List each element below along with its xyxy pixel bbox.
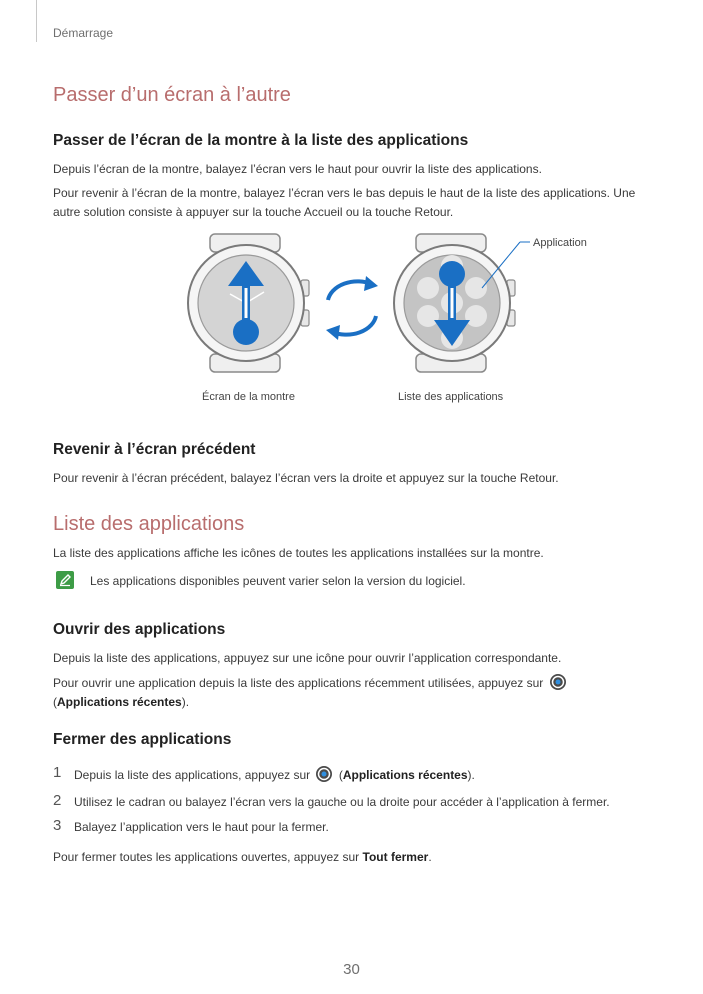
recent-apps-icon — [549, 673, 567, 691]
step-1-paren-open: ( — [335, 768, 343, 782]
apps-list-illustration — [394, 234, 515, 372]
paragraph-close-all — [53, 848, 653, 867]
watch-face-illustration — [188, 234, 309, 372]
subsection-title-watch-to-apps: Passer de l’écran de la montre à la liste des applications — [53, 132, 469, 149]
watch-illustration — [180, 228, 600, 403]
step-2: Utilisez le cadran ou balayez l’écran vers la gauche ou la droite pour accéder à l’application à fermer. — [74, 795, 610, 809]
page-edge-line — [36, 0, 37, 42]
paragraph-apps-list: La liste des applications affiche les icônes de toutes les applications installées sur la montre. — [53, 546, 544, 560]
subsection-title-previous-screen: Revenir à l’écran précédent — [53, 441, 256, 458]
step-3: Balayez l’application vers le haut pour la fermer. — [74, 820, 329, 834]
note-text: Les applications disponibles peuvent varier selon la version du logiciel. — [90, 574, 466, 588]
close-all-label: Tout fermer — [362, 850, 429, 864]
note-icon — [55, 570, 75, 590]
caption-apps-list: Liste des applications — [398, 391, 504, 403]
recent-apps-text-before: Pour ouvrir une application depuis la liste des applications récemment utilisées, appuyez sur — [53, 676, 544, 690]
section-title-switching-screens: Passer d’un écran à l’autre — [53, 84, 291, 106]
caption-watch-screen: Écran de la montre — [202, 391, 295, 403]
subsection-title-open-apps: Ouvrir des applications — [53, 621, 226, 638]
section-title-apps-list: Liste des applications — [53, 513, 245, 535]
recent-apps-icon — [315, 765, 333, 783]
subsection-title-close-apps: Fermer des applications — [53, 731, 232, 748]
step-number-1: 1 — [53, 764, 62, 781]
step-1-recent-apps-label: Applications récentes — [342, 768, 468, 782]
recent-apps-text-after: ). — [181, 695, 190, 709]
paragraph-swipe-up: Depuis l’écran de la montre, balayez l’écran vers le haut pour ouvrir la liste des applications. — [53, 162, 542, 176]
recent-apps-label: Applications récentes — [57, 695, 182, 709]
step-1-text-after: ). — [467, 768, 475, 782]
step-1-text-before: Depuis la liste des applications, appuyez sur — [74, 768, 311, 782]
step-1 — [74, 765, 654, 785]
cycle-arrows-icon — [326, 276, 378, 340]
paragraph-swipe-down: Pour revenir à l’écran de la montre, balayez l’écran vers le bas depuis le haut de la liste des applications. Une autre solution consiste à appuyer sur la touche Accueil ou la touche Retour. — [53, 186, 636, 219]
paragraph-recent-apps — [53, 673, 653, 712]
recent-apps-paren-open: ( — [53, 695, 57, 709]
paragraph-open-apps: Depuis la liste des applications, appuyez sur une icône pour ouvrir l’application correspondante. — [53, 651, 562, 665]
step-number-3: 3 — [53, 817, 62, 834]
callout-label-application: Application — [533, 237, 587, 249]
close-all-text-after: . — [428, 850, 432, 864]
step-number-2: 2 — [53, 792, 62, 809]
running-header: Démarrage — [53, 26, 114, 40]
page-number: 30 — [343, 961, 360, 978]
close-all-text-before: Pour fermer toutes les applications ouvertes, appuyez sur — [53, 850, 360, 864]
paragraph-previous-screen: Pour revenir à l’écran précédent, balayez l’écran vers la droite et appuyez sur la touche Retour. — [53, 471, 559, 485]
